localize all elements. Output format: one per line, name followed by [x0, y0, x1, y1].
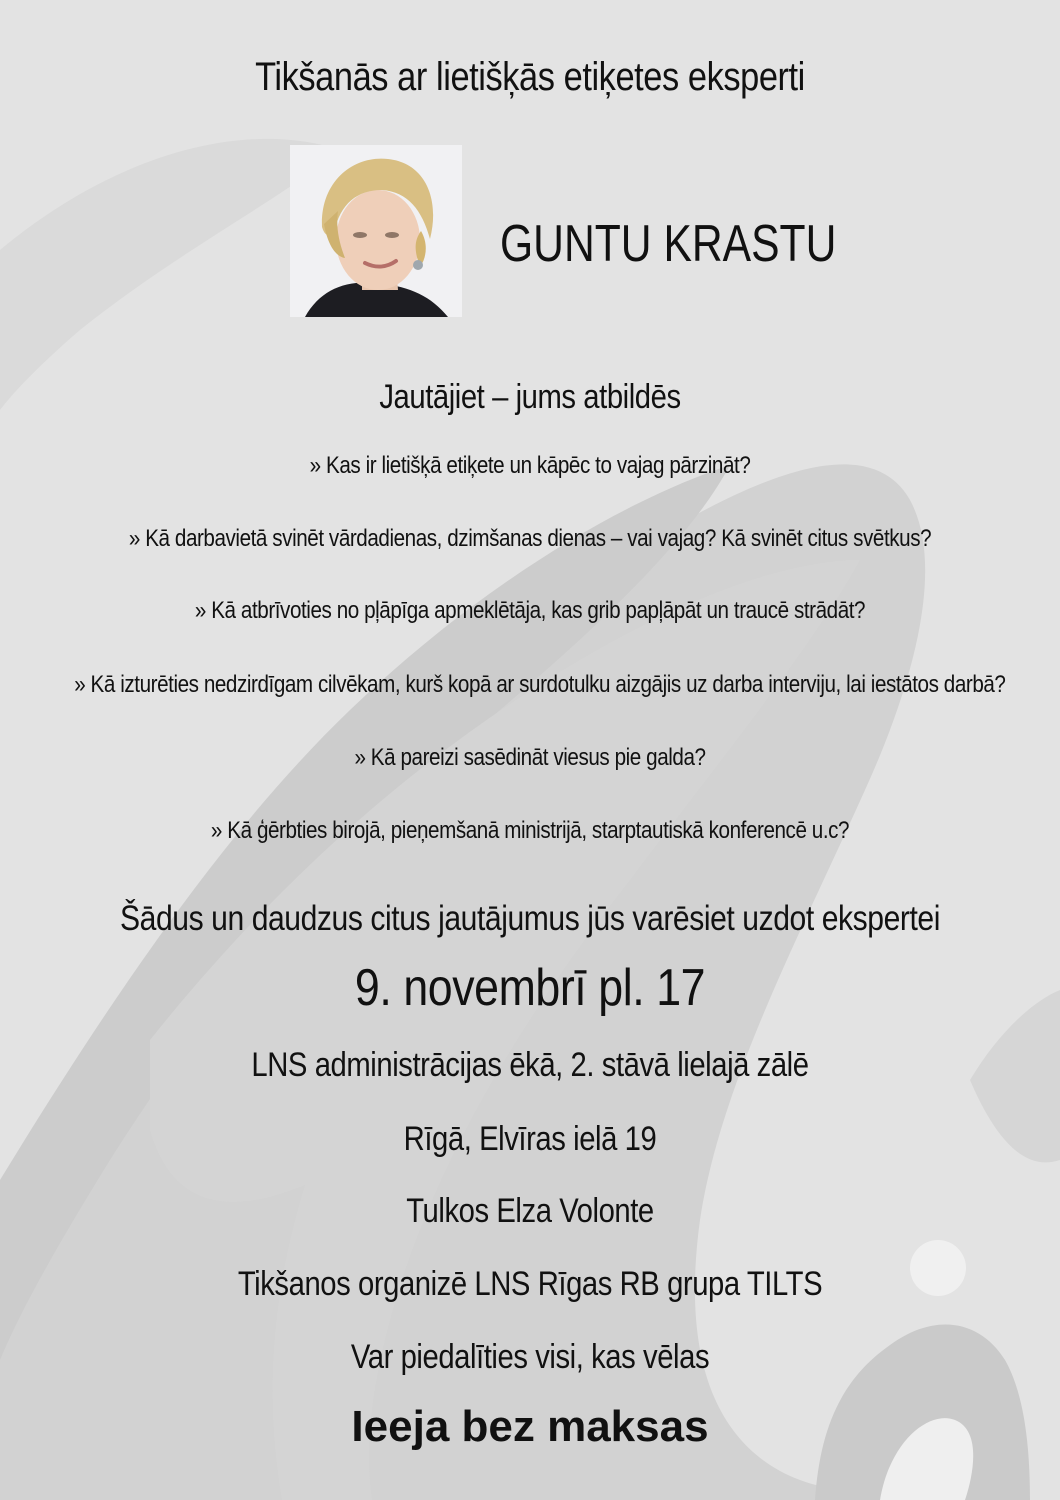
poster-subtitle: Jautājiet – jums atbildēs [379, 378, 681, 416]
event-interpreter: Tulkos Elza Volonte [406, 1192, 654, 1230]
poster-title: Tikšanās ar lietišķās etiķetes eksperti [255, 55, 805, 99]
question-5: » Kā pareizi sasēdināt viesus pie galda? [354, 744, 706, 771]
free-entry-note: Ieeja bez maksas [351, 1402, 709, 1451]
expert-name: GUNTU KRASTU [500, 215, 837, 273]
event-attendance-note: Var piedalīties visi, kas vēlas [350, 1338, 710, 1376]
event-location: LNS administrācijas ēkā, 2. stāvā lielajā zālē [251, 1046, 809, 1084]
question-1: » Kas ir lietišķā etiķete un kāpēc to vajag pārzināt? [309, 452, 751, 479]
question-2: » Kā darbavietā svinēt vārdadienas, dzimšanas dienas – vai vajag? Kā svinēt citus svētkus? [128, 525, 932, 552]
portrait-photo [290, 145, 462, 317]
event-date-time: 9. novembrī pl. 17 [354, 959, 706, 1017]
question-4: » Kā izturēties nedzirdīgam cilvēkam, kurš kopā ar surdotulku aizgājis uz darba interviju, lai iestātos darbā? [74, 671, 1006, 698]
lead-text: Šādus un daudzus citus jautājumus jūs varēsiet uzdot ekspertei [120, 899, 940, 938]
question-6: » Kā ģērbties birojā, pieņemšanā ministrijā, starptautiskā konferencē u.c? [210, 817, 850, 844]
question-3: » Kā atbrīvoties no pļāpīga apmeklētāja, kas grib papļāpāt un traucē strādāt? [194, 597, 866, 624]
event-address: Rīgā, Elvīras ielā 19 [403, 1120, 657, 1158]
event-organizer: Tikšanos organizē LNS Rīgas RB grupa TILTS [237, 1265, 823, 1303]
portrait-photo-icon [290, 145, 462, 317]
